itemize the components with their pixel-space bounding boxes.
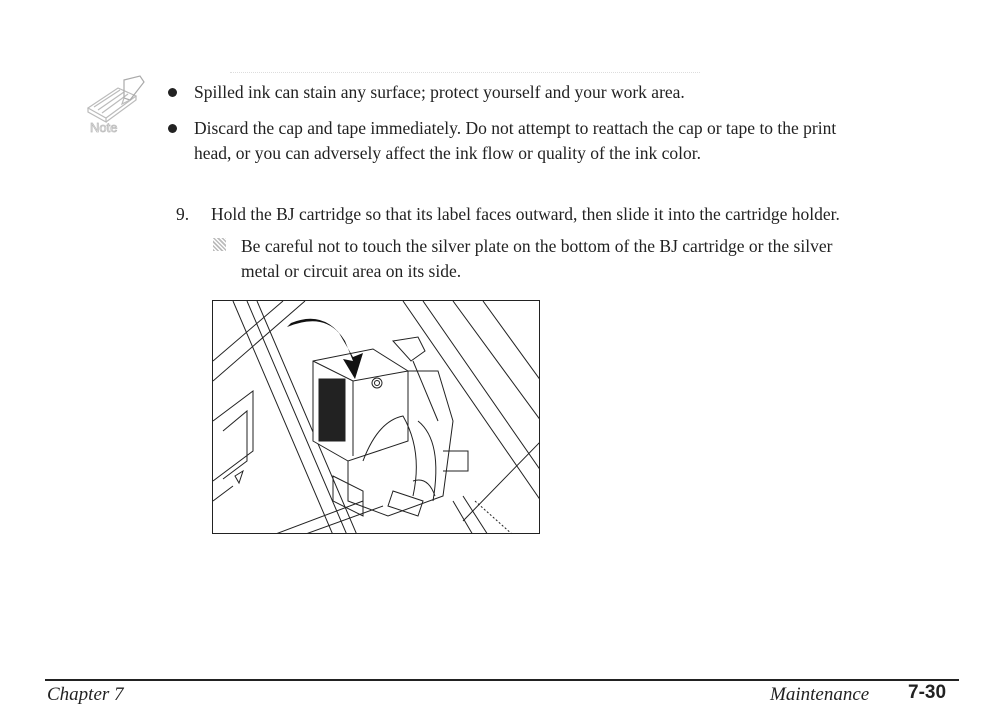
note-bullet-2-line1: Discard the cap and tape immediately. Do not attempt to reattach the cap or tape to the print <box>194 118 837 138</box>
caution-text-line1: Be careful not to touch the silver plate on the bottom of the BJ cartridge or the silver <box>241 236 833 256</box>
note-pencil-icon <box>80 74 152 136</box>
cartridge-insert-illustration <box>212 300 540 534</box>
step-number: 9. <box>176 204 190 224</box>
footer-section-title: Maintenance <box>770 684 870 705</box>
bullet-dot <box>168 124 177 133</box>
note-bullet-1: Spilled ink can stain any surface; protect yourself and your work area. <box>194 82 685 102</box>
note-icon-label: Note <box>90 120 118 135</box>
footer-rule <box>45 679 959 681</box>
footer-page-number: 7-30 <box>908 682 947 703</box>
bullet-dot <box>168 88 177 97</box>
header-faint-rule <box>230 72 700 74</box>
caution-text-line2: metal or circuit area on its side. <box>241 261 462 281</box>
caution-icon <box>213 238 226 251</box>
note-bullet-2-line2: head, or you can adversely affect the ink flow or quality of the ink color. <box>194 143 702 163</box>
footer-chapter: Chapter 7 <box>47 684 124 705</box>
step-text: Hold the BJ cartridge so that its label faces outward, then slide it into the cartridge holder. <box>211 204 840 224</box>
